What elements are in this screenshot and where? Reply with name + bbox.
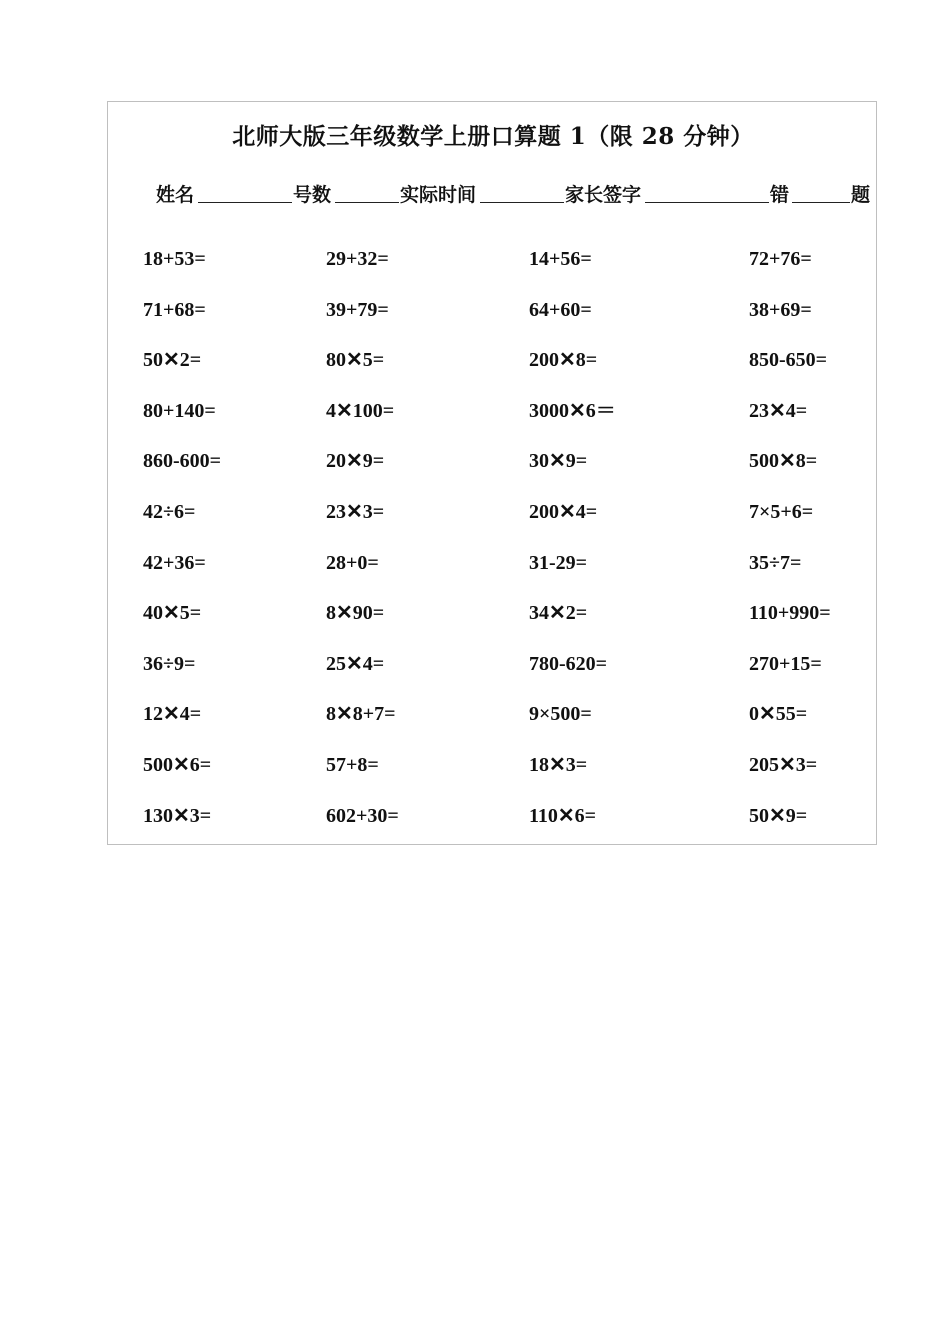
math-problem: 4✕100= (326, 399, 395, 422)
time-label: 实际时间 (400, 184, 477, 206)
math-problem: 34✕2= (529, 602, 588, 625)
math-problem: 29+32= (326, 248, 389, 270)
math-problem: 71+68= (143, 298, 206, 321)
time-blank[interactable] (480, 202, 564, 203)
math-problem: 110✕6= (529, 804, 597, 827)
math-problem: 23✕3= (326, 501, 385, 523)
math-problem: 31-29= (529, 551, 588, 574)
math-problem: 40✕5= (143, 602, 202, 625)
math-problem: 64+60= (529, 298, 592, 321)
math-problem: 30✕9= (529, 450, 588, 473)
math-problem: 35÷7= (749, 551, 802, 574)
math-problem: 36÷9= (143, 652, 196, 675)
math-problem: 25✕4= (326, 652, 385, 675)
math-problem: 8✕8+7= (326, 703, 396, 726)
math-problem: 28+0= (326, 551, 379, 574)
wrong-count-blank[interactable] (792, 202, 850, 203)
parent-signature-blank[interactable] (645, 202, 769, 203)
math-problem: 200✕8= (529, 349, 598, 372)
math-problem: 18✕3= (529, 754, 588, 776)
math-problem: 270+15= (749, 652, 822, 675)
math-problem: 9×500= (529, 703, 592, 726)
math-problem: 80✕5= (326, 349, 385, 372)
math-problem: 860-600= (143, 450, 222, 473)
math-problem: 130✕3= (143, 804, 212, 827)
math-problem: 780-620= (529, 652, 608, 675)
math-problem: 42÷6= (143, 501, 196, 523)
math-problem: 50✕2= (143, 349, 202, 372)
math-problem: 57+8= (326, 754, 379, 776)
worksheet (107, 101, 877, 845)
math-problem: 0✕55= (749, 703, 808, 726)
math-problem: 18+53= (143, 248, 206, 270)
math-problem: 42+36= (143, 551, 206, 574)
math-problem: 3000✕6＝ (529, 399, 616, 422)
math-problem: 80+140= (143, 399, 216, 422)
name-label: 姓名 (156, 184, 195, 206)
math-problem: 200✕4= (529, 501, 598, 523)
math-problem: 72+76= (749, 248, 812, 270)
math-problem: 8✕90= (326, 602, 385, 625)
math-problem: 850-650= (749, 349, 828, 372)
math-problem: 7×5+6= (749, 501, 814, 523)
number-label: 号数 (293, 184, 332, 206)
math-problem: 500✕6= (143, 754, 212, 776)
parent-signature-label: 家长签字 (565, 184, 642, 206)
math-problem: 23✕4= (749, 399, 808, 422)
math-problem: 14+56= (529, 248, 592, 270)
math-problem: 110+990= (749, 602, 831, 625)
worksheet-title: 北师大版三年级数学上册口算题 1（限 28 分钟） (232, 123, 754, 150)
math-problem: 500✕8= (749, 450, 818, 473)
math-problem: 50✕9= (749, 804, 808, 827)
math-problem: 602+30= (326, 804, 399, 827)
math-problem: 205✕3= (749, 754, 818, 776)
name-blank[interactable] (198, 202, 292, 203)
question-label: 题 (851, 184, 871, 206)
wrong-count-label: 错 (770, 184, 790, 206)
number-blank[interactable] (335, 202, 399, 203)
math-problem: 39+79= (326, 298, 389, 321)
math-problem: 20✕9= (326, 450, 385, 473)
math-problem: 12✕4= (143, 703, 202, 726)
math-problem: 38+69= (749, 298, 812, 321)
